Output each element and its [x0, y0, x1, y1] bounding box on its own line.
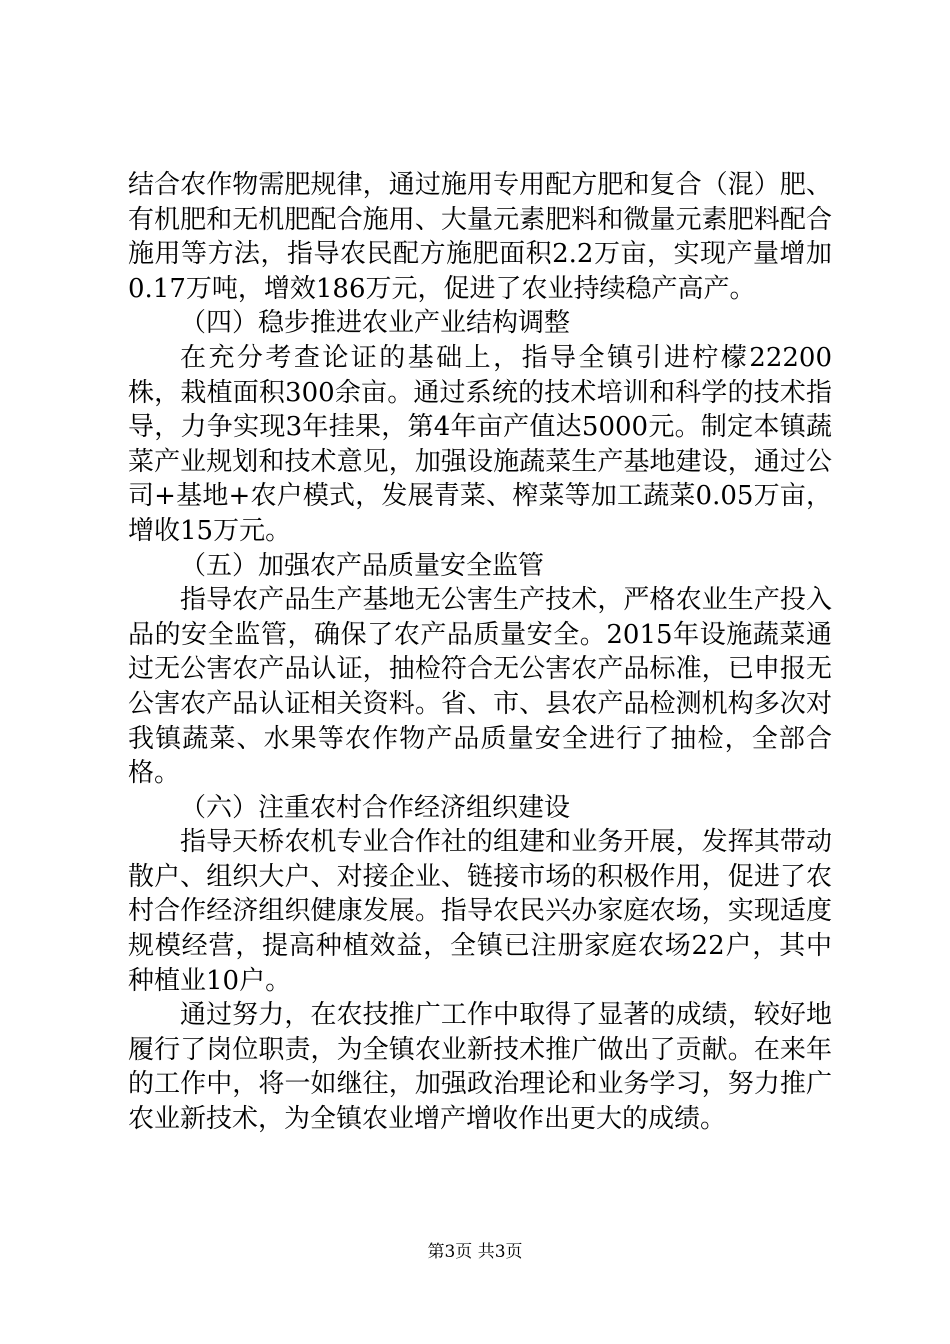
paragraph-cooperatives: 指导天桥农机专业合作社的组建和业务开展，发挥其带动散户、组织大户、对接企业、链接市场的积极作用，促进了农村合作经济组织健康发展。指导农民兴办家庭农场，实现适度规模经营，提高种植效益，全镇已注册家庭农场22户，其中种植业10户。 — [128, 827, 832, 996]
paragraph-quality-safety: 指导农产品生产基地无公害生产技术，严格农业生产投入品的安全监管，确保了农产品质量安全。2015年设施蔬菜通过无公害农产品认证，抽检符合无公害农产品标准，已申报无公害农产品认证相关资料。省、市、县农产品检测机构多次对我镇蔬菜、水果等农作物产品质量安全进行了抽检，全部合格。 — [128, 585, 832, 789]
page-footer — [0, 1240, 950, 1264]
paragraph-fertilizer: 结合农作物需肥规律，通过施用专用配方肥和复合（混）肥、有机肥和无机肥配合施用、大量元素肥料和微量元素肥料配合施用等方法，指导农民配方施肥面积2.2万亩，实现产量增加0.17万吨，增效186万元，促进了农业持续稳产高产。 — [128, 170, 832, 304]
paragraph-industry-structure: 在充分考查论证的基础上，指导全镇引进柠檬22200株，栽植面积300余亩。通过系统的技术培训和科学的技术指导，力争实现3年挂果，第4年亩产值达5000元。制定本镇蔬菜产业规划和技术意见，加强设施蔬菜生产基地建设，通过公司+基地+农户模式，发展青菜、榨菜等加工蔬菜0.05万亩，增收15万元。 — [128, 342, 832, 546]
section-heading-4: （四）稳步推进农业产业结构调整 — [180, 308, 571, 339]
section-heading-5: （五）加强农产品质量安全监管 — [180, 550, 545, 581]
paragraph-conclusion: 通过努力，在农技推广工作中取得了显著的成绩，较好地履行了岗位职责，为全镇农业新技术推广做出了贡献。在来年的工作中，将一如继往，加强政治理论和业务学习，努力推广农业新技术，为全镇农业增产增收作出更大的成绩。 — [128, 1000, 832, 1135]
document-body — [128, 168, 832, 1137]
section-heading-6: （六）注重农村合作经济组织建设 — [180, 792, 571, 823]
page-number-label: 第3页 共3页 — [427, 1242, 523, 1262]
